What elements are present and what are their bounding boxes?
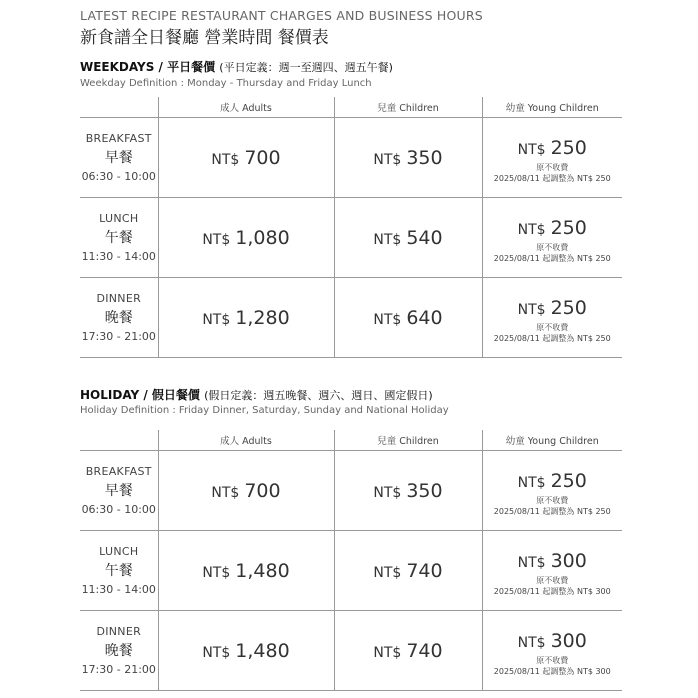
young-price-cell (482, 118, 622, 198)
meal-name-en: BREAKFAST (85, 464, 152, 478)
currency-label: NT$ (517, 141, 546, 158)
table-row (80, 611, 622, 691)
young-price-cell (482, 198, 622, 278)
weekdays-subtitle: (平日定義：週一至週四、週五午餐) (219, 61, 393, 74)
holiday-definition: Holiday Definition : Friday Dinner, Saturday, Sunday and National Holiday (80, 405, 449, 416)
table-header-row (80, 97, 622, 118)
child-price: 740 (406, 639, 443, 662)
header-adults: 成人 Adults (158, 430, 334, 451)
currency-label: NT$ (202, 564, 231, 581)
young-price: 300 (550, 549, 587, 572)
meal-time: 11:30 - 14:00 (81, 249, 156, 263)
young-price: 250 (550, 296, 587, 319)
adult-price-cell (158, 278, 334, 358)
meal-cell (80, 611, 158, 691)
currency-label: NT$ (517, 301, 546, 318)
currency-label: NT$ (202, 644, 231, 661)
currency-label: NT$ (202, 311, 231, 328)
young-price-cell (482, 278, 622, 358)
meal-name-zh: 晚餐 (104, 309, 133, 326)
meal-name-en: BREAKFAST (85, 131, 152, 145)
meal-cell (80, 278, 158, 358)
header-adults: 成人 Adults (158, 97, 334, 118)
adult-price: 1,080 (235, 226, 290, 249)
young-note-original: 原不收費 (536, 242, 569, 252)
meal-time: 11:30 - 14:00 (81, 582, 156, 596)
currency-label: NT$ (517, 634, 546, 651)
holiday-title: HOLIDAY / 假日餐價 (80, 388, 200, 402)
header-blank (80, 97, 158, 118)
meal-name-en: LUNCH (99, 211, 139, 225)
header-blank (80, 430, 158, 451)
meal-name-zh: 午餐 (104, 562, 133, 579)
adult-price: 1,480 (235, 559, 290, 582)
adult-price: 1,280 (235, 306, 290, 329)
currency-label: NT$ (373, 231, 402, 248)
adult-price-cell (158, 198, 334, 278)
child-price: 640 (406, 306, 443, 329)
meal-name-zh: 早餐 (104, 482, 133, 499)
meal-time: 17:30 - 21:00 (81, 662, 156, 676)
currency-label: NT$ (517, 221, 546, 238)
child-price-cell (334, 611, 482, 691)
young-note-original: 原不收費 (536, 575, 569, 585)
weekdays-title: WEEKDAYS / 平日餐價 (80, 60, 216, 74)
adult-price: 1,480 (235, 639, 290, 662)
young-note-original: 原不收費 (536, 655, 569, 665)
table-row (80, 278, 622, 358)
meal-time: 06:30 - 10:00 (81, 169, 156, 183)
adult-price: 700 (244, 479, 281, 502)
holiday-price-table (80, 430, 622, 691)
header-children: 兒童 Children (334, 430, 482, 451)
holiday-section-title (80, 386, 433, 403)
meal-time: 17:30 - 21:00 (81, 329, 156, 343)
child-price: 540 (406, 226, 443, 249)
meal-name-zh: 午餐 (104, 229, 133, 246)
young-price: 250 (550, 469, 587, 492)
young-note-original: 原不收費 (536, 162, 569, 172)
weekdays-section-title (80, 58, 393, 75)
header-children: 兒童 Children (334, 97, 482, 118)
meal-cell (80, 531, 158, 611)
young-note-adjusted: 2025/08/11 起調整為 NT$ 250 (493, 506, 611, 516)
weekdays-price-table (80, 97, 622, 358)
adult-price-cell (158, 451, 334, 531)
adult-price-cell (158, 118, 334, 198)
table-row (80, 198, 622, 278)
child-price-cell (334, 278, 482, 358)
young-price: 300 (550, 629, 587, 652)
currency-label: NT$ (373, 151, 402, 168)
young-note-original: 原不收費 (536, 322, 569, 332)
child-price: 350 (406, 479, 443, 502)
weekdays-definition: Weekday Definition : Monday - Thursday and Friday Lunch (80, 78, 372, 89)
child-price-cell (334, 531, 482, 611)
meal-cell (80, 451, 158, 531)
currency-label: NT$ (373, 484, 402, 501)
table-row (80, 451, 622, 531)
currency-label: NT$ (517, 554, 546, 571)
header-title-en: LATEST RECIPE RESTAURANT CHARGES AND BUSINESS HOURS (80, 8, 483, 23)
child-price-cell (334, 198, 482, 278)
table-row (80, 531, 622, 611)
table-header-row (80, 430, 622, 451)
child-price-cell (334, 451, 482, 531)
young-note-adjusted: 2025/08/11 起調整為 NT$ 300 (493, 586, 611, 596)
meal-time: 06:30 - 10:00 (81, 502, 156, 516)
meal-name-en: DINNER (96, 291, 142, 305)
young-note-adjusted: 2025/08/11 起調整為 NT$ 250 (493, 333, 611, 343)
currency-label: NT$ (211, 484, 240, 501)
adult-price-cell (158, 611, 334, 691)
young-price-cell (482, 451, 622, 531)
meal-name-zh: 早餐 (104, 149, 133, 166)
meal-cell (80, 118, 158, 198)
currency-label: NT$ (373, 311, 402, 328)
young-note-adjusted: 2025/08/11 起調整為 NT$ 250 (493, 173, 611, 183)
currency-label: NT$ (211, 151, 240, 168)
header-young-children: 幼童 Young Children (482, 97, 622, 118)
meal-name-en: DINNER (96, 624, 142, 638)
currency-label: NT$ (202, 231, 231, 248)
header-young-children: 幼童 Young Children (482, 430, 622, 451)
young-note-original: 原不收費 (536, 495, 569, 505)
child-price: 740 (406, 559, 443, 582)
meal-cell (80, 198, 158, 278)
young-price-cell (482, 611, 622, 691)
table-row (80, 118, 622, 198)
currency-label: NT$ (373, 644, 402, 661)
child-price-cell (334, 118, 482, 198)
meal-name-en: LUNCH (99, 544, 139, 558)
currency-label: NT$ (373, 564, 402, 581)
currency-label: NT$ (517, 474, 546, 491)
young-price: 250 (550, 136, 587, 159)
young-note-adjusted: 2025/08/11 起調整為 NT$ 300 (493, 666, 611, 676)
adult-price-cell (158, 531, 334, 611)
header-title-zh: 新食譜全日餐廳 營業時間 餐價表 (80, 28, 329, 48)
child-price: 350 (406, 146, 443, 169)
holiday-subtitle: (假日定義：週五晚餐、週六、週日、國定假日) (204, 389, 433, 402)
adult-price: 700 (244, 146, 281, 169)
young-price-cell (482, 531, 622, 611)
young-note-adjusted: 2025/08/11 起調整為 NT$ 250 (493, 253, 611, 263)
young-price: 250 (550, 216, 587, 239)
meal-name-zh: 晚餐 (104, 642, 133, 659)
